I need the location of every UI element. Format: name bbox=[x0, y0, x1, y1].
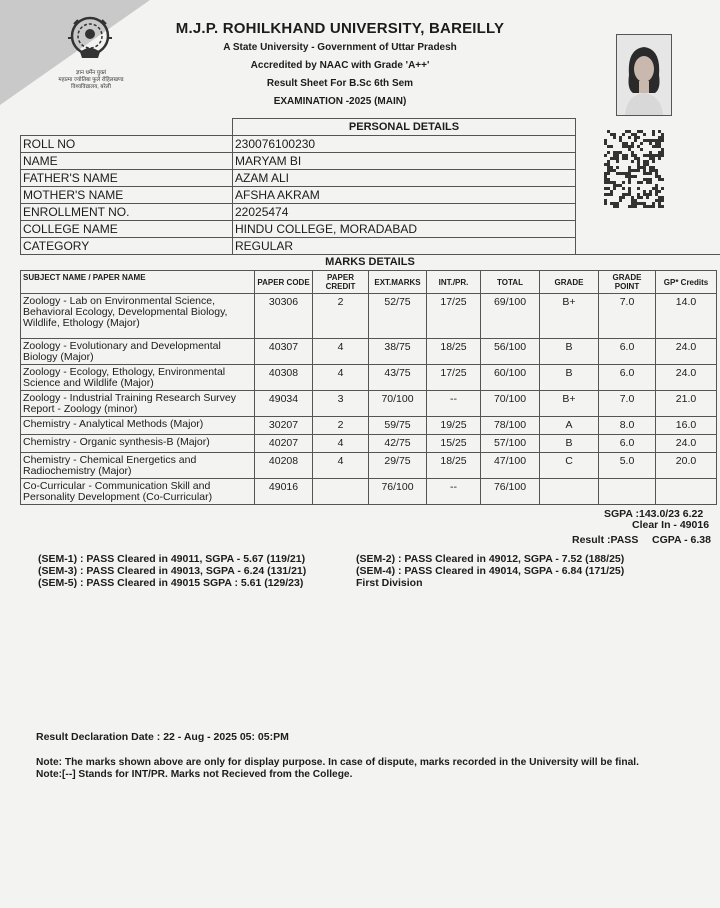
int-marks: 19/25 bbox=[427, 417, 481, 435]
grade-point: 7.0 bbox=[599, 294, 656, 339]
subject-name: Zoology - Ecology, Ethology, Environmental Science and Wildlife (Major) bbox=[21, 365, 255, 391]
detail-value: REGULAR bbox=[233, 238, 576, 255]
paper-code: 30207 bbox=[255, 417, 313, 435]
int-marks: -- bbox=[427, 479, 481, 505]
subject-name: Co-Curricular - Communication Skill and Personality Development (Co-Curricular) bbox=[21, 479, 255, 505]
paper-code: 40208 bbox=[255, 453, 313, 479]
grade-point: 6.0 bbox=[599, 435, 656, 453]
subject-name: Chemistry - Analytical Methods (Major) bbox=[21, 417, 255, 435]
table-row bbox=[21, 391, 717, 417]
grade: B bbox=[540, 339, 599, 365]
col-grade-point: GRADE POINT bbox=[599, 271, 656, 294]
gp-credits: 21.0 bbox=[656, 391, 717, 417]
subject-name: Chemistry - Chemical Energetics and Radiochemistry (Major) bbox=[21, 453, 255, 479]
gp-credits: 14.0 bbox=[656, 294, 717, 339]
detail-value: 230076100230 bbox=[233, 136, 576, 153]
detail-label: COLLEGE NAME bbox=[21, 221, 233, 238]
paper-code: 49016 bbox=[255, 479, 313, 505]
col-grade: GRADE bbox=[540, 271, 599, 294]
total-marks: 56/100 bbox=[481, 339, 540, 365]
table-row bbox=[21, 479, 717, 505]
detail-label: MOTHER'S NAME bbox=[21, 187, 233, 204]
detail-value: AFSHA AKRAM bbox=[233, 187, 576, 204]
gp-credits: 24.0 bbox=[656, 435, 717, 453]
table-row bbox=[21, 453, 717, 479]
university-status: A State University - Government of Uttar Pradesh bbox=[223, 42, 457, 53]
col-subject: SUBJECT NAME / PAPER NAME bbox=[21, 271, 255, 294]
grade-point: 6.0 bbox=[599, 339, 656, 365]
paper-code: 40207 bbox=[255, 435, 313, 453]
grade: C bbox=[540, 453, 599, 479]
detail-label: ENROLLMENT NO. bbox=[21, 204, 233, 221]
total-marks: 76/100 bbox=[481, 479, 540, 505]
detail-label: CATEGORY bbox=[21, 238, 233, 255]
clear-in: Clear In - 49016 bbox=[632, 519, 710, 531]
paper-credit: 4 bbox=[313, 339, 369, 365]
detail-value: MARYAM BI bbox=[233, 153, 576, 170]
personal-details-table bbox=[20, 118, 720, 255]
detail-label: NAME bbox=[21, 153, 233, 170]
division: First Division bbox=[356, 577, 423, 589]
col-paper-code: PAPER CODE bbox=[255, 271, 313, 294]
ext-marks: 42/75 bbox=[369, 435, 427, 453]
detail-value: 22025474 bbox=[233, 204, 576, 221]
grade bbox=[540, 479, 599, 505]
subject-name: Zoology - Industrial Training Research Survey Report - Zoology (minor) bbox=[21, 391, 255, 417]
emblem-icon bbox=[68, 14, 112, 62]
declaration-date: Result Declaration Date : 22 - Aug - 2025 05: 05:PM bbox=[36, 731, 289, 743]
sem-4-result: (SEM-4) : PASS Cleared in 49014, SGPA - 6.84 (171/25) bbox=[356, 565, 625, 577]
logo-caption: महात्मा ज्योतिबा फुले रोहिलखण्ड विश्वविद्यालय, बरेली bbox=[58, 77, 124, 90]
sheet-title: Result Sheet For B.Sc 6th Sem bbox=[266, 78, 414, 89]
sem-5-result: (SEM-5) : PASS Cleared in 49015 SGPA : 5.61 (129/23) bbox=[38, 577, 304, 589]
result-status: Result :PASS bbox=[572, 534, 639, 546]
paper-credit: 2 bbox=[313, 417, 369, 435]
gp-credits: 24.0 bbox=[656, 339, 717, 365]
grade: B+ bbox=[540, 391, 599, 417]
gp-credits: 24.0 bbox=[656, 365, 717, 391]
table-row bbox=[21, 294, 717, 339]
exam-title: EXAMINATION -2025 (MAIN) bbox=[273, 96, 407, 107]
paper-credit: 4 bbox=[313, 365, 369, 391]
table-row bbox=[21, 435, 717, 453]
col-gp-credits: GP* Credits bbox=[656, 271, 717, 294]
total-marks: 69/100 bbox=[481, 294, 540, 339]
paper-code: 49034 bbox=[255, 391, 313, 417]
ext-marks: 76/100 bbox=[369, 479, 427, 505]
sem-3-result: (SEM-3) : PASS Cleared in 49013, SGPA - 6.24 (131/21) bbox=[38, 565, 307, 577]
detail-value: AZAM ALI bbox=[233, 170, 576, 187]
paper-credit bbox=[313, 479, 369, 505]
university-logo bbox=[52, 12, 130, 94]
table-row bbox=[21, 417, 717, 435]
paper-credit: 4 bbox=[313, 453, 369, 479]
int-marks: 18/25 bbox=[427, 453, 481, 479]
col-total: TOTAL bbox=[481, 271, 540, 294]
total-marks: 57/100 bbox=[481, 435, 540, 453]
col-paper-credit: PAPER CREDIT bbox=[313, 271, 369, 294]
int-marks: -- bbox=[427, 391, 481, 417]
paper-code: 40307 bbox=[255, 339, 313, 365]
display-note: Note: The marks shown above are only for display purpose. In case of dispute, marks recorded in the University will be final. bbox=[36, 757, 639, 768]
gp-credits bbox=[656, 479, 717, 505]
paper-credit: 3 bbox=[313, 391, 369, 417]
ext-marks: 52/75 bbox=[369, 294, 427, 339]
paper-credit: 2 bbox=[313, 294, 369, 339]
total-marks: 70/100 bbox=[481, 391, 540, 417]
sgpa-summary: SGPA :143.0/23 6.22 bbox=[604, 508, 704, 520]
accreditation: Accredited by NAAC with Grade 'A++' bbox=[250, 60, 430, 71]
grade: B bbox=[540, 365, 599, 391]
subject-name: Zoology - Evolutionary and Developmental Biology (Major) bbox=[21, 339, 255, 365]
paper-credit: 4 bbox=[313, 435, 369, 453]
ext-marks: 38/75 bbox=[369, 339, 427, 365]
int-marks-note: Note:[--] Stands for INT/PR. Marks not Recieved from the College. bbox=[36, 769, 353, 780]
total-marks: 78/100 bbox=[481, 417, 540, 435]
grade: A bbox=[540, 417, 599, 435]
paper-code: 30306 bbox=[255, 294, 313, 339]
subject-name: Zoology - Lab on Environmental Science, Behavioral Ecology, Developmental Biology, Wildlife, Ethology (Major) bbox=[21, 294, 255, 339]
grade: B bbox=[540, 435, 599, 453]
grade-point bbox=[599, 479, 656, 505]
table-row bbox=[21, 365, 717, 391]
student-photo bbox=[616, 34, 672, 116]
marks-header-row bbox=[21, 271, 717, 294]
col-int-pr: INT./PR. bbox=[427, 271, 481, 294]
int-marks: 17/25 bbox=[427, 294, 481, 339]
int-marks: 17/25 bbox=[427, 365, 481, 391]
sem-1-result: (SEM-1) : PASS Cleared in 49011, SGPA - 5.67 (119/21) bbox=[38, 553, 306, 565]
sem-2-result: (SEM-2) : PASS Cleared in 49012, SGPA - 7.52 (188/25) bbox=[356, 553, 625, 565]
ext-marks: 59/75 bbox=[369, 417, 427, 435]
grade: B+ bbox=[540, 294, 599, 339]
subject-name: Chemistry - Organic synthesis-B (Major) bbox=[21, 435, 255, 453]
ext-marks: 43/75 bbox=[369, 365, 427, 391]
int-marks: 18/25 bbox=[427, 339, 481, 365]
logo-motto: ज्ञान धर्मेन युक्तं bbox=[75, 70, 107, 76]
grade-point: 8.0 bbox=[599, 417, 656, 435]
ext-marks: 70/100 bbox=[369, 391, 427, 417]
grade-point: 5.0 bbox=[599, 453, 656, 479]
col-ext-marks: EXT.MARKS bbox=[369, 271, 427, 294]
int-marks: 15/25 bbox=[427, 435, 481, 453]
total-marks: 60/100 bbox=[481, 365, 540, 391]
detail-value: HINDU COLLEGE, MORADABAD bbox=[233, 221, 576, 238]
marks-table bbox=[20, 270, 717, 505]
detail-label: ROLL NO bbox=[21, 136, 233, 153]
total-marks: 47/100 bbox=[481, 453, 540, 479]
marks-details-heading: MARKS DETAILS bbox=[325, 256, 415, 268]
detail-label: FATHER'S NAME bbox=[21, 170, 233, 187]
cgpa: CGPA - 6.38 bbox=[652, 534, 711, 546]
paper-code: 40308 bbox=[255, 365, 313, 391]
grade-point: 6.0 bbox=[599, 365, 656, 391]
university-title: M.J.P. ROHILKHAND UNIVERSITY, BAREILLY bbox=[175, 20, 505, 37]
ext-marks: 29/75 bbox=[369, 453, 427, 479]
gp-credits: 20.0 bbox=[656, 453, 717, 479]
gp-credits: 16.0 bbox=[656, 417, 717, 435]
personal-details-heading: PERSONAL DETAILS bbox=[233, 119, 576, 136]
grade-point: 7.0 bbox=[599, 391, 656, 417]
table-row bbox=[21, 339, 717, 365]
